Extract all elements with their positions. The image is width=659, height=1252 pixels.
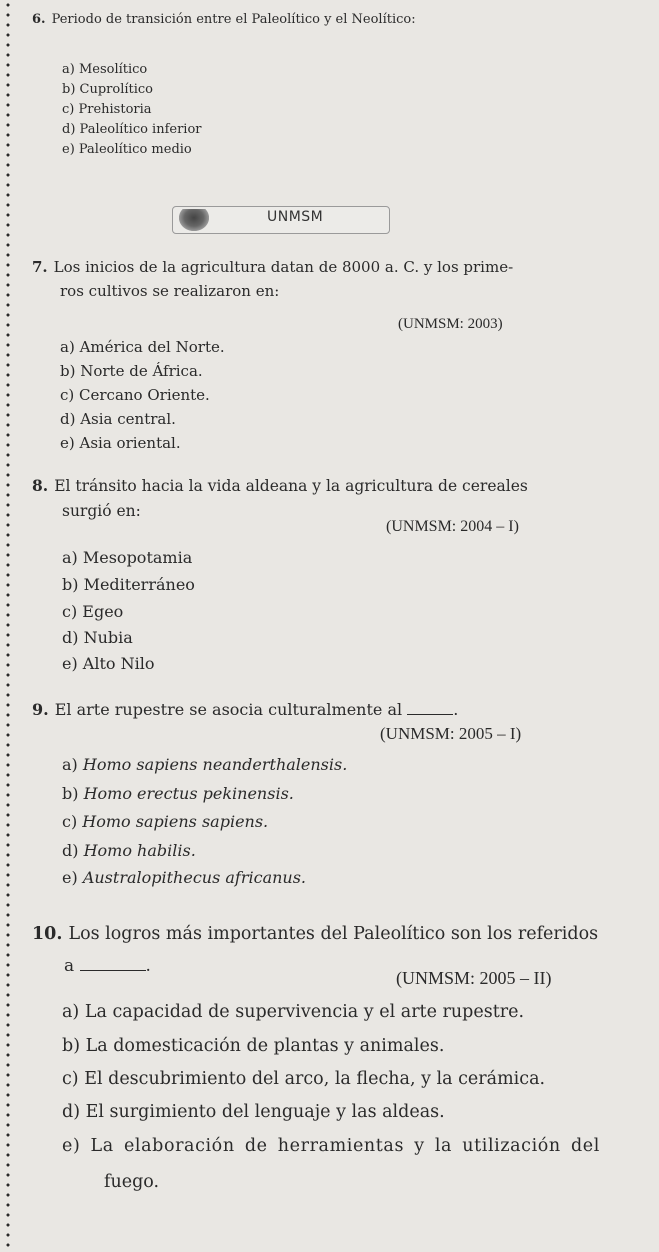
option-d: d) El surgimiento del lenguaje y las aldeas. — [62, 1102, 445, 1122]
option-c: c) El descubrimiento del arco, la flecha, y la cerámica. — [62, 1069, 546, 1089]
option-b: b) Norte de África. — [60, 362, 203, 380]
option-d — [62, 841, 196, 860]
option-e-continuation: fuego. — [104, 1172, 160, 1192]
option-letter: e) — [62, 868, 78, 887]
option-a: a) América del Norte. — [60, 338, 225, 356]
option-e: e) Paleolítico medio — [62, 142, 192, 157]
question-6 — [32, 12, 416, 27]
option-a: a) Mesolítico — [62, 62, 148, 77]
option-b — [62, 784, 294, 803]
option-e: e) Alto Nilo — [62, 654, 155, 673]
option-text: Homo sapiens sapiens. — [82, 812, 269, 831]
question-prompt-line1: Los inicios de la agricultura datan de 8000 a. C. y los prime- — [53, 258, 514, 276]
source-citation: (UNMSM: 2004 – I) — [386, 518, 519, 535]
source-citation: (UNMSM: 2003) — [398, 316, 503, 332]
option-text: Australopithecus africanus. — [82, 868, 307, 887]
question-9 — [32, 700, 458, 719]
option-e: e) Asia oriental. — [60, 434, 181, 452]
option-a: a) Mesopotamia — [62, 548, 193, 567]
option-text: Homo habilis. — [83, 841, 196, 860]
option-c: c) Egeo — [62, 602, 124, 621]
question-prompt-line2-wrap — [64, 956, 151, 976]
option-a: a) La capacidad de supervivencia y el arte rupestre. — [62, 1002, 525, 1022]
banner-text: UNMSM — [267, 209, 324, 225]
question-prompt-line1: El tránsito hacia la vida aldeana y la agricultura de cereales — [54, 477, 528, 495]
question-prompt-line1: Los logros más importantes del Paleolítico son los referidos — [68, 924, 599, 944]
option-letter: b) — [62, 784, 79, 803]
question-number: 8. — [32, 476, 49, 495]
question-7 — [32, 258, 513, 276]
answer-blank — [80, 970, 146, 971]
option-b: b) Mediterráneo — [62, 575, 195, 594]
question-number: 7. — [32, 258, 48, 276]
option-b: b) Cuprolítico — [62, 82, 154, 97]
source-citation: (UNMSM: 2005 – II) — [396, 968, 552, 988]
question-8 — [32, 476, 528, 495]
question-prompt-line2: a — [64, 956, 75, 976]
option-c: c) Prehistoria — [62, 102, 152, 117]
question-prompt-line2: ros cultivos se realizaron en: — [60, 282, 280, 300]
source-citation: (UNMSM: 2005 – I) — [380, 724, 522, 743]
question-prompt: El arte rupestre se asocia culturalmente al — [54, 700, 403, 719]
option-c: c) Cercano Oriente. — [60, 386, 210, 404]
option-letter: a) — [62, 755, 78, 774]
question-number: 10. — [32, 924, 63, 944]
question-prompt-line2: surgió en: — [62, 502, 141, 520]
option-letter: d) — [62, 841, 79, 860]
prompt-end: . — [145, 956, 151, 976]
prompt-end: . — [453, 700, 459, 719]
question-prompt: Periodo de transición entre el Paleolítico y el Neolítico: — [51, 12, 416, 27]
option-text: Homo erectus pekinensis. — [83, 784, 294, 803]
option-d: d) Nubia — [62, 628, 133, 647]
option-text: Homo sapiens neanderthalensis. — [82, 755, 348, 774]
answer-blank — [407, 714, 453, 715]
binding-dots — [6, 0, 10, 1252]
unmsm-banner — [172, 206, 390, 234]
question-number: 9. — [32, 700, 49, 719]
option-d: d) Asia central. — [60, 410, 176, 428]
option-d: d) Paleolítico inferior — [62, 122, 202, 137]
option-c — [62, 812, 268, 831]
option-e: e) La elaboración de herramientas y la utilización del — [62, 1136, 600, 1156]
university-logo-icon — [179, 209, 209, 231]
option-letter: c) — [62, 812, 78, 831]
option-e — [62, 868, 306, 887]
option-a — [62, 755, 347, 774]
question-number: 6. — [32, 12, 46, 27]
option-b: b) La domesticación de plantas y animales. — [62, 1036, 445, 1056]
question-10 — [32, 924, 598, 944]
